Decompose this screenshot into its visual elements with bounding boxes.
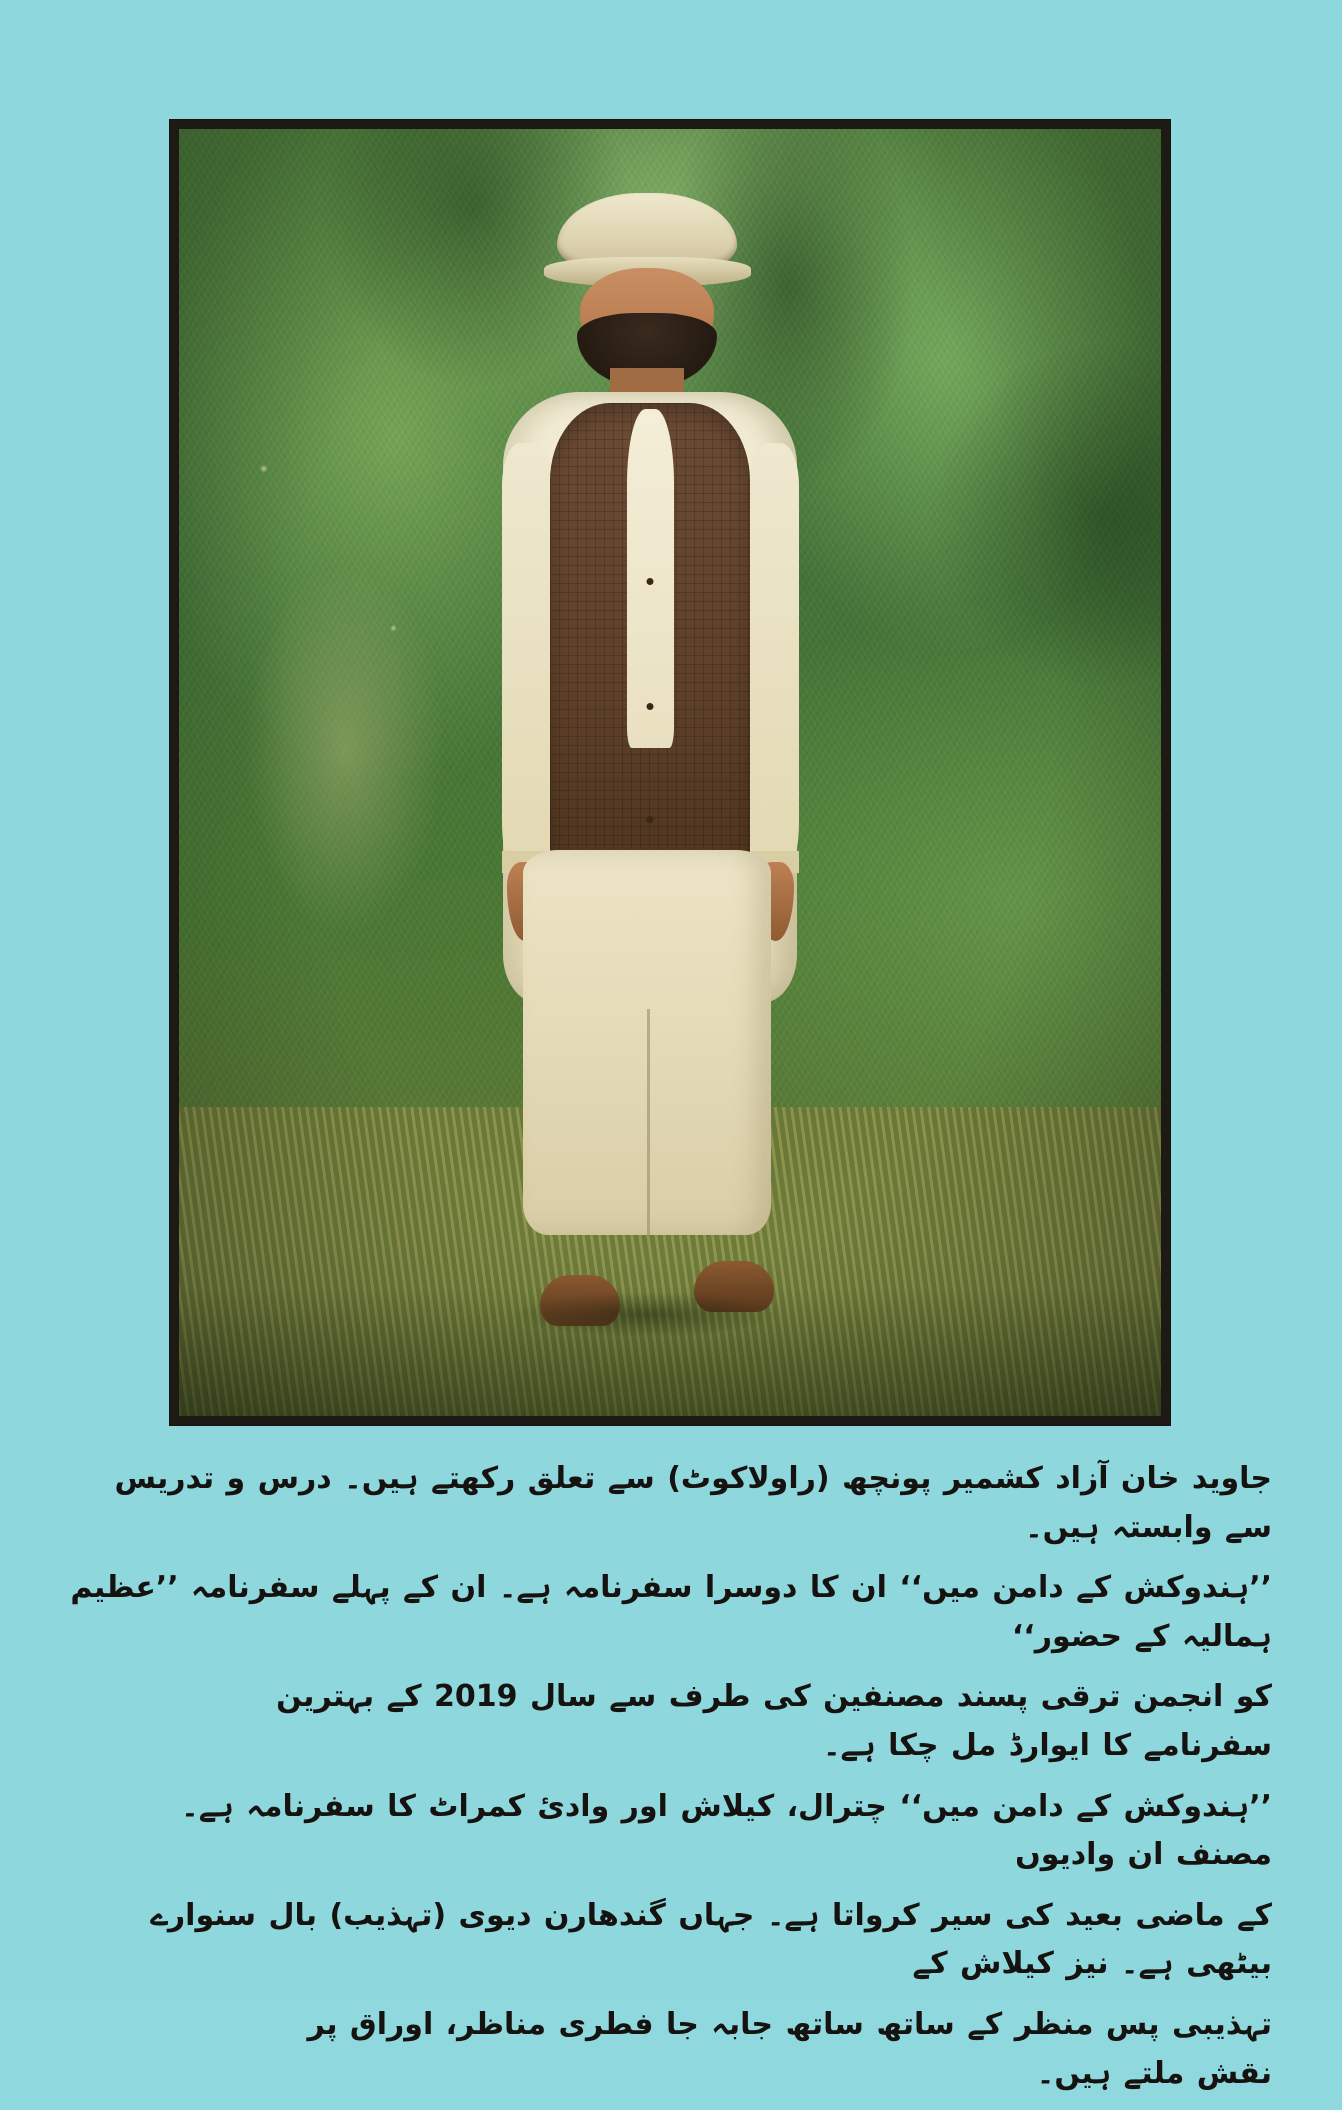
author-photo <box>179 129 1161 1416</box>
bio-paragraph-5: کے ماضی بعید کی سیر کرواتا ہے۔ جہاں گندھارن دیوی (تہذیب) بال سنوارے بیٹھی ہے۔ نیز کیلاش کے <box>150 1897 1272 1982</box>
bio-paragraph-3: کو انجمن ترقی پسند مصنفین کی طرف سے سال 2019 کے بہترین سفرنامے کا ایوارڈ مل چکا ہے۔ <box>276 1679 1272 1763</box>
bio-paragraph-4: ’’ہندوکش کے دامن میں‘‘ چترال، کیلاش اور وادئ کمراٹ کا سفرنامہ ہے۔ مصنف ان وادیوں <box>181 1788 1272 1873</box>
photo-vignette <box>179 129 1161 1416</box>
bio-paragraph-1: جاوید خان آزاد کشمیر پونچھ (راولاکوٹ) سے تعلق رکھتے ہیں۔ درس و تدریس سے وابستہ ہیں۔ <box>114 1461 1272 1545</box>
bio-paragraph-6: تہذیبی پس منظر کے ساتھ ساتھ جابہ جا فطری مناظر، اوراق پر نقش ملتے ہیں۔ <box>307 2006 1272 2091</box>
bio-paragraph-2: ’’ہندوکش کے دامن میں‘‘ ان کا دوسرا سفرنامہ ہے۔ ان کے پہلے سفرنامہ ’’عظیم ہمالیہ کے حضور‘‘ <box>70 1570 1272 1654</box>
author-photo-frame <box>170 120 1170 1425</box>
author-bio-text <box>70 1455 1272 2110</box>
